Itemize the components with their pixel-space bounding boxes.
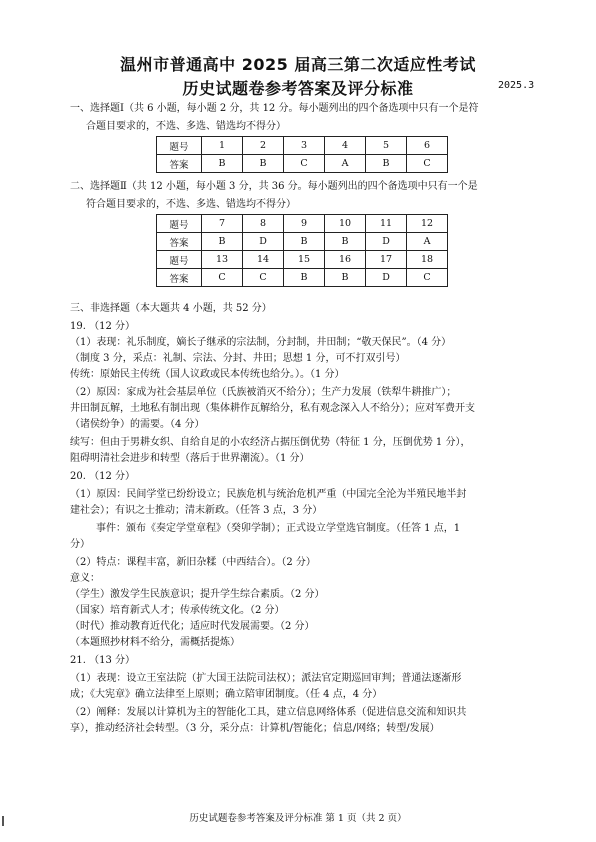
answer-cell: C (243, 269, 284, 287)
page-footer: 历史试题卷参考答案及评分标准 第 1 页（共 2 页） (189, 813, 407, 824)
answer-line: （诸侯纷争）的需要。（4 分） (70, 419, 205, 430)
answer-cell: C (407, 155, 448, 173)
answer-cell: D (366, 269, 407, 287)
answer-line: （制度 3 分，采点：礼制、宗法、分封、井田；思想 1 分，可不打双引号） (70, 353, 406, 364)
question-number: 4 (325, 137, 366, 155)
table-header-cell: 答案 (157, 155, 202, 173)
section1-heading: 一、选择题Ⅰ（共 6 小题，每小题 2 分，共 12 分。每小题列出的四个备选项中只有一个是符 (70, 103, 479, 114)
answer-cell: B (366, 155, 407, 173)
answer-line: 意义： (70, 573, 100, 584)
section1-heading-cont: 合题目要求的，不选、多选、错选均不得分） (86, 121, 286, 132)
answer-line: （1）原因：民间学堂已纷纷设立；民族危机与统治危机严重（中国完全沦为半殖民地半封 (70, 489, 467, 500)
answer-cell: C (202, 269, 243, 287)
table-header-cell: 答案 (157, 269, 202, 287)
table-header-cell: 题号 (157, 251, 202, 269)
scan-edge-mark (2, 816, 4, 826)
question-header: 20. （12 分） (70, 471, 135, 482)
question-number: 12 (407, 215, 448, 233)
answer-line: 传统：原始民主传统（国人议政或民本传统也给分。）。（1 分） (70, 369, 345, 380)
answer-cell: B (202, 233, 243, 251)
question-number: 15 (284, 251, 325, 269)
section2-answer-table (156, 214, 448, 287)
answer-line: （学生）激发学生民族意识；提升学生综合素质。（2 分） (70, 589, 325, 600)
document-date: 2025.3 (498, 80, 535, 91)
question-number: 18 (407, 251, 448, 269)
answer-line: （2）特点：课程丰富，新旧杂糅（中西结合）。（2 分） (70, 557, 316, 568)
question-number: 8 (243, 215, 284, 233)
question-number: 2 (243, 137, 284, 155)
question-number: 1 (202, 137, 243, 155)
answer-line: 井田制瓦解，土地私有制出现（集体耕作瓦解给分，私有观念深入人不给分）；应对军费开支 (70, 403, 475, 414)
answer-line: 阻碍明清社会进步和转型（落后于世界潮流）。（1 分） (70, 453, 310, 464)
answer-line: （时代）推动教育近代化；适应时代发展需要。（2 分） (70, 621, 315, 632)
answer-line: 续写：但由于男耕女织、自给自足的小农经济占据压倒优势（特征 1 分，压倒优势 1 分）， (70, 437, 471, 448)
answer-cell: B (325, 269, 366, 287)
answer-cell: D (243, 233, 284, 251)
question-header: 21. （13 分） (70, 655, 135, 666)
question-number: 16 (325, 251, 366, 269)
table-header-cell: 题号 (157, 215, 202, 233)
answer-line: 成；《大宪章》确立法律至上原则；确立陪审团制度。（任 4 点，4 分） (70, 689, 383, 700)
answer-cell: D (366, 233, 407, 251)
table-header-cell: 答案 (157, 233, 202, 251)
section2-heading-cont: 符合题目要求的，不选、多选、错选均不得分） (86, 199, 296, 210)
document-subtitle: 历史试题卷参考答案及评分标准 (182, 79, 414, 98)
section2-heading: 二、选择题Ⅱ（共 12 小题，每小题 3 分，共 36 分。每小题列出的四个备选项中只有一个是 (70, 181, 478, 192)
answer-line: （本题照抄材料不给分，需概括提炼） (70, 637, 240, 648)
answer-cell: C (284, 155, 325, 173)
question-number: 7 (202, 215, 243, 233)
question-number: 13 (202, 251, 243, 269)
section1-answer-table (156, 136, 448, 173)
question-header: 19. （12 分） (70, 321, 135, 332)
answer-line: （国家）培育新式人才；传承传统文化。（2 分） (70, 605, 285, 616)
question-number: 10 (325, 215, 366, 233)
answer-cell: A (407, 233, 448, 251)
answer-line: （2）原因：家成为社会基层单位（氏族被消灭不给分）；生产力发展（铁犁牛耕推广）； (70, 387, 457, 398)
answer-cell: C (407, 269, 448, 287)
question-number: 3 (284, 137, 325, 155)
answer-line: （2）阐释：发展以计算机为主的智能化工具，建立信息网络体系（促进信息交流和知识共 (70, 707, 467, 718)
answer-line: 分） (70, 539, 90, 550)
answer-cell: B (243, 155, 284, 173)
question-number: 14 (243, 251, 284, 269)
answer-line: 事件：颁布《奏定学堂章程》（癸卯学制）；正式设立学堂选官制度。（任答 1 点，1 (96, 523, 461, 534)
answer-cell: B (284, 269, 325, 287)
answer-cell: B (325, 233, 366, 251)
answer-line: （1）表现：设立王室法院（扩大国王法院司法权）；派法官定期巡回审判；普通法逐渐形 (70, 673, 462, 684)
question-number: 17 (366, 251, 407, 269)
table-header-cell: 题号 (157, 137, 202, 155)
answer-cell: B (284, 233, 325, 251)
question-number: 6 (407, 137, 448, 155)
question-number: 9 (284, 215, 325, 233)
answer-cell: B (202, 155, 243, 173)
document-title: 温州市普通高中 2025 届高三第二次适应性考试 (120, 55, 476, 74)
section3-heading: 三、非选择题（本大题共 4 小题，共 52 分） (70, 303, 272, 314)
answer-cell: A (325, 155, 366, 173)
answer-line: 建社会）；有识之士推动；清末新政。（任答 3 点，3 分） (70, 505, 323, 516)
answer-line: （1）表现：礼乐制度，嫡长子继承的宗法制，分封制，井田制；“敬天保民”。（4 分） (70, 337, 452, 348)
answer-line: 享），推动经济社会转型。（3 分，采分点：计算机/智能化；信息/网络；转型/发展） (70, 723, 440, 734)
question-number: 5 (366, 137, 407, 155)
question-number: 11 (366, 215, 407, 233)
